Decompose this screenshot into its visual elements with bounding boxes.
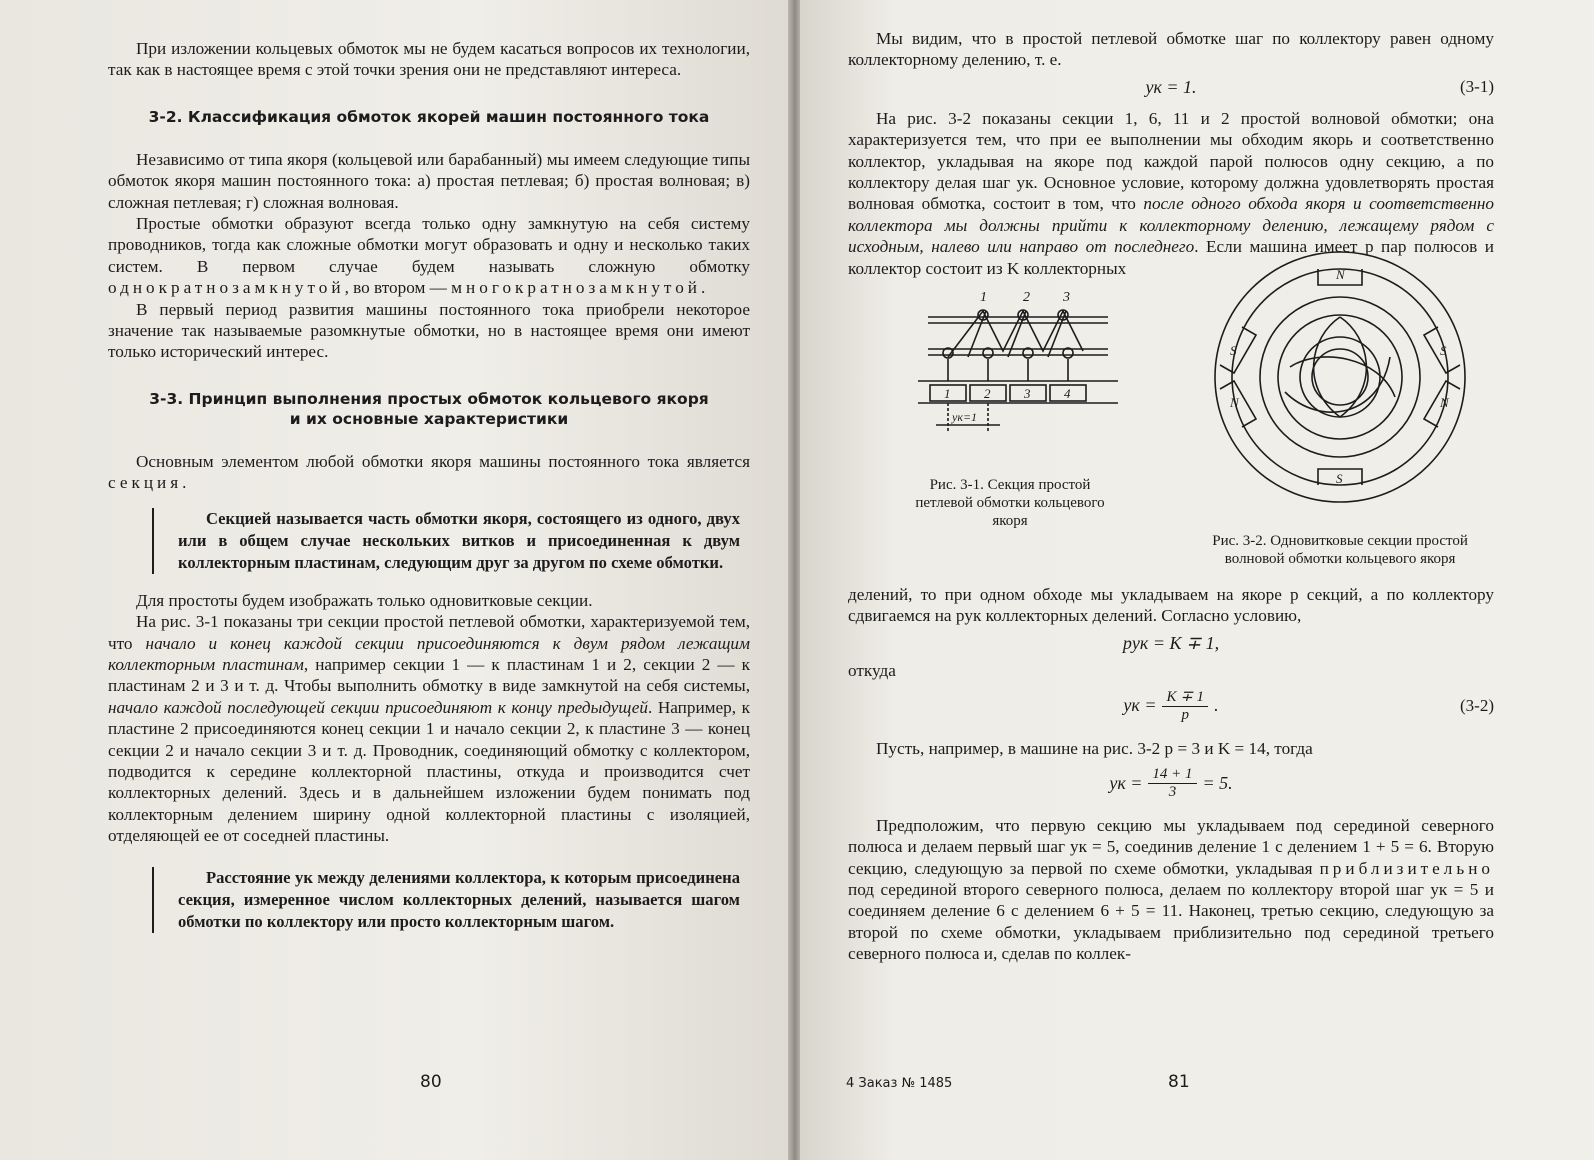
paragraph: Мы видим, что в простой петлевой обмотке шаг по коллектору равен одному коллекторному делению, т. е. (848, 29, 1494, 70)
callout-text: Расстояние yк между делениями коллектора, к которым присоединена секция, измеренное числом коллекторных делений, называется шагом обмотки по коллектору или просто коллекторным шагом. (178, 867, 740, 931)
definition-callout (152, 867, 740, 933)
figure-caption: Рис. 3-1. Секция простой петлевой обмотки кольцевого якоря (915, 477, 1105, 530)
footer-note: 4 Заказ № 1485 (846, 1076, 953, 1091)
figure-3-2 (1190, 227, 1494, 568)
paragraph: Предположим, что первую секцию мы укладываем под серединой северного полюса и делаем первый шаг yк = 5, соединив деление 1 с делением 1 + 5 = 6. Вторую секцию, следующую за первой по схеме обмотки, укладывая приблизительно под серединой второго северного полюса, делаем по коллектору второй шаг yк = 5 и соединяем деление 6 с делением 6 + 5 = 11. Наконец, третью секцию, следующую за второй по схеме обмотки, укладываем приблизительно под серединой третьего северного полюса и, сделав по коллек- (848, 815, 1494, 964)
section-label: 2 (1023, 290, 1030, 306)
pole-label: S (1336, 471, 1343, 487)
paragraph: Независимо от типа якоря (кольцевой или барабанный) мы имеем следующие типы обмоток якоря машин постоянного тока: а) простая петлевая; б) простая волновая; в) сложная петлевая; г) сложная волновая. (108, 149, 750, 212)
paragraph: Для простоты будем изображать только одновитковые секции. (136, 590, 593, 610)
right-page (800, 0, 1594, 1160)
figure-3-1 (888, 287, 1182, 568)
step-label: yк=1 (952, 410, 978, 425)
plate-label: 4 (1064, 386, 1071, 402)
callout-text: Секцией называется часть обмотки якоря, состоящего из одного, двух или в общем случае нескольких витков и присоединенная к двум коллекторным пластинам, следующим друг за другом по схеме обмотки. (178, 508, 740, 572)
page-number: 80 (420, 1072, 442, 1092)
definition-callout (152, 508, 740, 574)
paragraph: Простые обмотки образуют всегда только одну замкнутую на себя систему проводников, тогда как сложные обмотки могут образовать и одну и несколько таких систем. В первом случае будем называть сложную обмотку однократнозамкнутой, во втором — многократнозамкнутой. (108, 214, 750, 298)
left-page (0, 0, 790, 1160)
paragraph: В первый период развития машины постоянного тока приобрели некоторое значение так называемые разомкнутые обмотки, но в настоящее время они имеют только исторический интерес. (108, 299, 750, 362)
section-label: 1 (980, 290, 987, 306)
intro-paragraph: При изложении кольцевых обмоток мы не будем касаться вопросов их технологии, так как в настоящее время с этой точки зрения они не представляют интереса. (108, 39, 750, 80)
plate-label: 2 (984, 386, 991, 402)
section-heading-3-3: 3-3. Принцип выполнения простых обмоток кольцевого якоря и их основные характеристики (149, 389, 709, 428)
paragraph: делений, то при одном обходе мы укладываем на якоре p секций, а по коллектору сдвигаемся на pyк коллекторных делений. Согласно условию, (848, 585, 1494, 626)
page-number: 81 (1168, 1072, 1190, 1092)
section-heading-3-2: 3-2. Классификация обмоток якорей машин постоянного тока (148, 107, 710, 126)
figure-caption: Рис. 3-2. Одновитковые секции простой волновой обмотки кольцевого якоря (1212, 533, 1468, 568)
pole-label: S (1440, 343, 1447, 359)
loop-winding-diagram (888, 287, 1148, 467)
pole-label: S (1230, 343, 1237, 359)
pole-label: N (1336, 267, 1345, 283)
figures (848, 267, 1494, 568)
paragraph: Основным элементом любой обмотки якоря машины постоянного тока является секция. (108, 451, 750, 493)
section-label: 3 (1063, 290, 1070, 306)
wave-winding-diagram (1190, 227, 1490, 527)
plate-label: 3 (1024, 386, 1031, 402)
paragraph: Пусть, например, в машине на рис. 3-2 p = 3 и K = 14, тогда (876, 739, 1313, 759)
paragraph: На рис. 3-2 показаны секции 1, 6, 11 и 2 простой волновой обмотки; она характеризуется тем, что при ее выполнении мы обходим якорь и соответственно коллектор, укладывая на якоре под каждой парой полюсов одну секцию, а по коллектору делая шаг yк. Основное условие, которому должна удовлетворять простая волновая обмотка, состоит в том, что после одного обхода якоря и соответственно коллектора мы должны прийти к коллекторному делению, лежащему рядом с исходным, налево или направо от последнего. Если машина имеет p пар полюсов и коллектор состоит из K коллекторных (848, 108, 1494, 278)
paragraph: На рис. 3-1 показаны три секции простой петлевой обмотки, характеризуемой тем, что начало и конец каждой секции присоединяются к двум рядом лежащим коллекторным пластинам, например секции 1 — к пластинам 1 и 2, секции 2 — к пластинам 2 и 3 и т. д. Чтобы выполнить обмотку в виде замкнутой на себя системы, начало каждой последующей секции присоединяют к концу предыдущей. Например, к пластине 2 присоединяются конец секции 1 и начало секции 2, к пластине 3 — конец секции 2 и начало секции 3 и т. д. Проводник, соединяющий обмотку с коллектором, подводится к середине коллекторной пластины, откуда и производится счет коллекторных делений. Здесь и в дальнейшем изложении будем понимать под коллекторным делением ширину одной коллекторной пластины с изоляцией, отделяющей ее от соседней пластины. (108, 612, 750, 846)
paragraph: откуда (848, 660, 896, 680)
plate-label: 1 (944, 386, 951, 402)
pole-label: N (1440, 395, 1449, 411)
formula-3-1: yк = 1. (3-1) (1145, 76, 1494, 97)
pole-label: N (1230, 395, 1239, 411)
formula-example: yк = $\frac{14 + 1}{3}$ = 5. (1109, 765, 1233, 800)
formula-pyk: pyк = K ∓ 1, (1122, 632, 1220, 653)
formula-3-2: yк = $\frac{K \mp 1}{p}$ . (3-2) (1123, 689, 1494, 724)
